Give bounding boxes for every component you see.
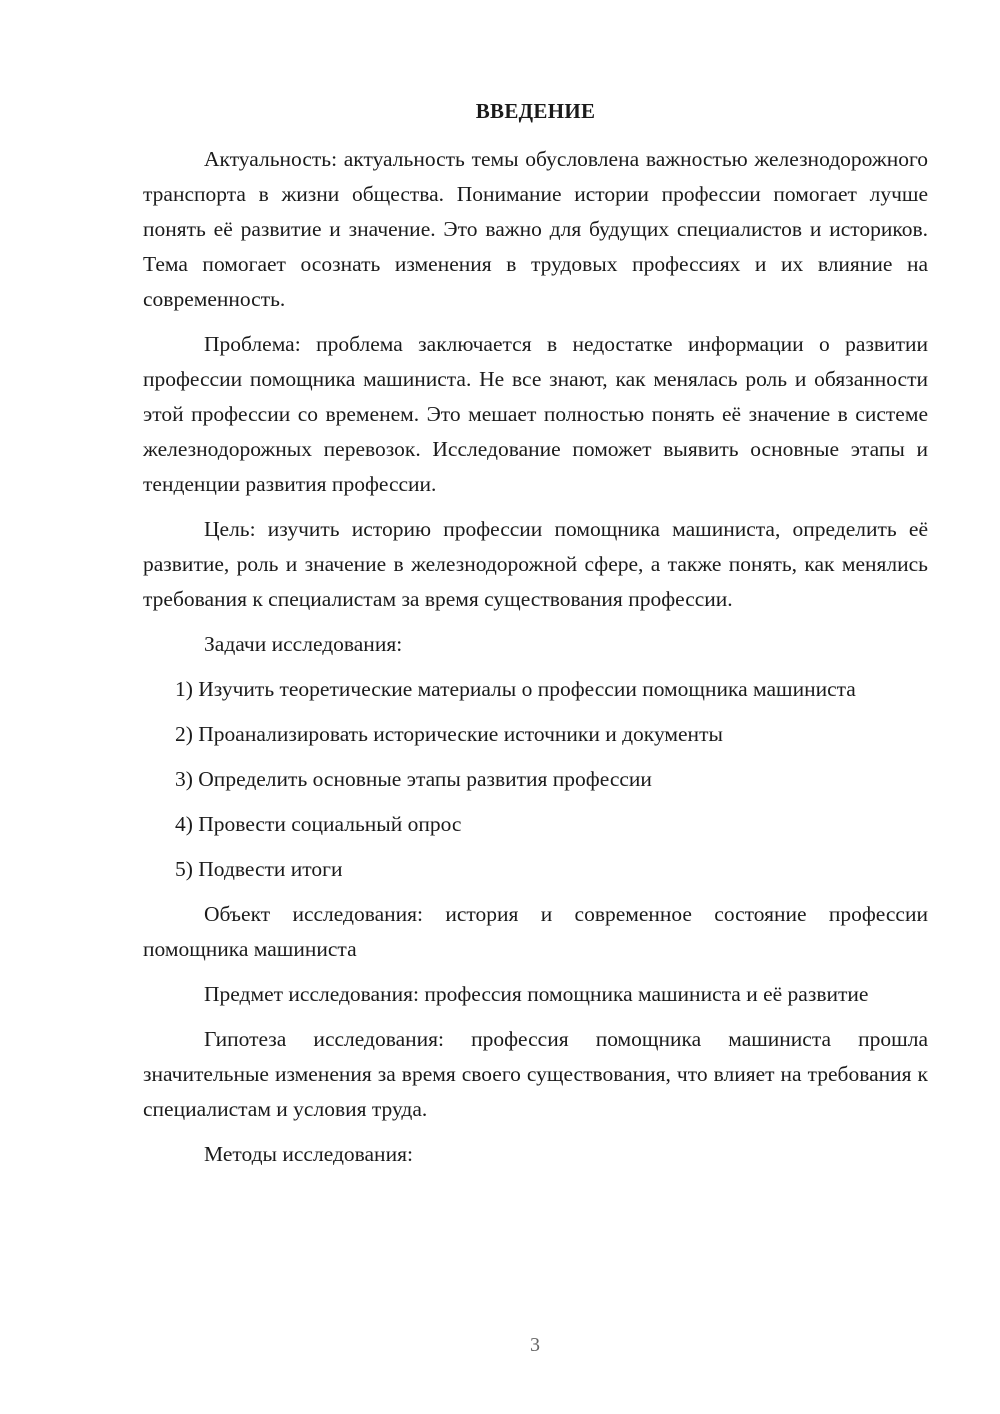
document-body <box>143 142 928 1182</box>
task-item-5: 5) Подвести итоги <box>175 857 343 881</box>
paragraph-problem: Проблема: проблема заключается в недостатке информации о развитии профессии помощника машиниста. Не все знают, как менялась роль и обязанности этой профессии со временем. Это мешает полностью понять её значение в системе железнодорожных перевозок. Исследование поможет выявить основные этапы и тенденции развития профессии. <box>143 332 928 496</box>
paragraph-subject: Предмет исследования: профессия помощника машиниста и её развитие <box>204 982 869 1006</box>
paragraph-object: Объект исследования: история и современное состояние профессии помощника машиниста <box>143 902 928 961</box>
task-item-4: 4) Провести социальный опрос <box>175 812 462 836</box>
paragraph-tasks-heading: Задачи исследования: <box>204 632 403 656</box>
task-item-1: 1) Изучить теоретические материалы о профессии помощника машиниста <box>175 677 856 701</box>
task-item-3: 3) Определить основные этапы развития профессии <box>175 767 652 791</box>
paragraph-methods: Методы исследования: <box>204 1142 413 1166</box>
page-title: ВВЕДЕНИЕ <box>475 99 596 123</box>
page-number: 3 <box>530 1334 540 1356</box>
paragraph-goal: Цель: изучить историю профессии помощника машиниста, определить её развитие, роль и значение в железнодорожной сфере, а также понять, как менялись требования к специалистам за время существования профессии. <box>143 517 928 611</box>
paragraph-relevance: Актуальность: актуальность темы обусловлена важностью железнодорожного транспорта в жизни общества. Понимание истории профессии помогает лучше понять её развитие и значение. Это важно для будущих специалистов и историков. Тема помогает осознать изменения в трудовых профессиях и их влияние на современность. <box>143 147 928 311</box>
task-item-2: 2) Проанализировать исторические источники и документы <box>175 722 723 746</box>
paragraph-hypothesis: Гипотеза исследования: профессия помощника машиниста прошла значительные изменения за время своего существования, что влияет на требования к специалистам и условия труда. <box>143 1027 928 1121</box>
